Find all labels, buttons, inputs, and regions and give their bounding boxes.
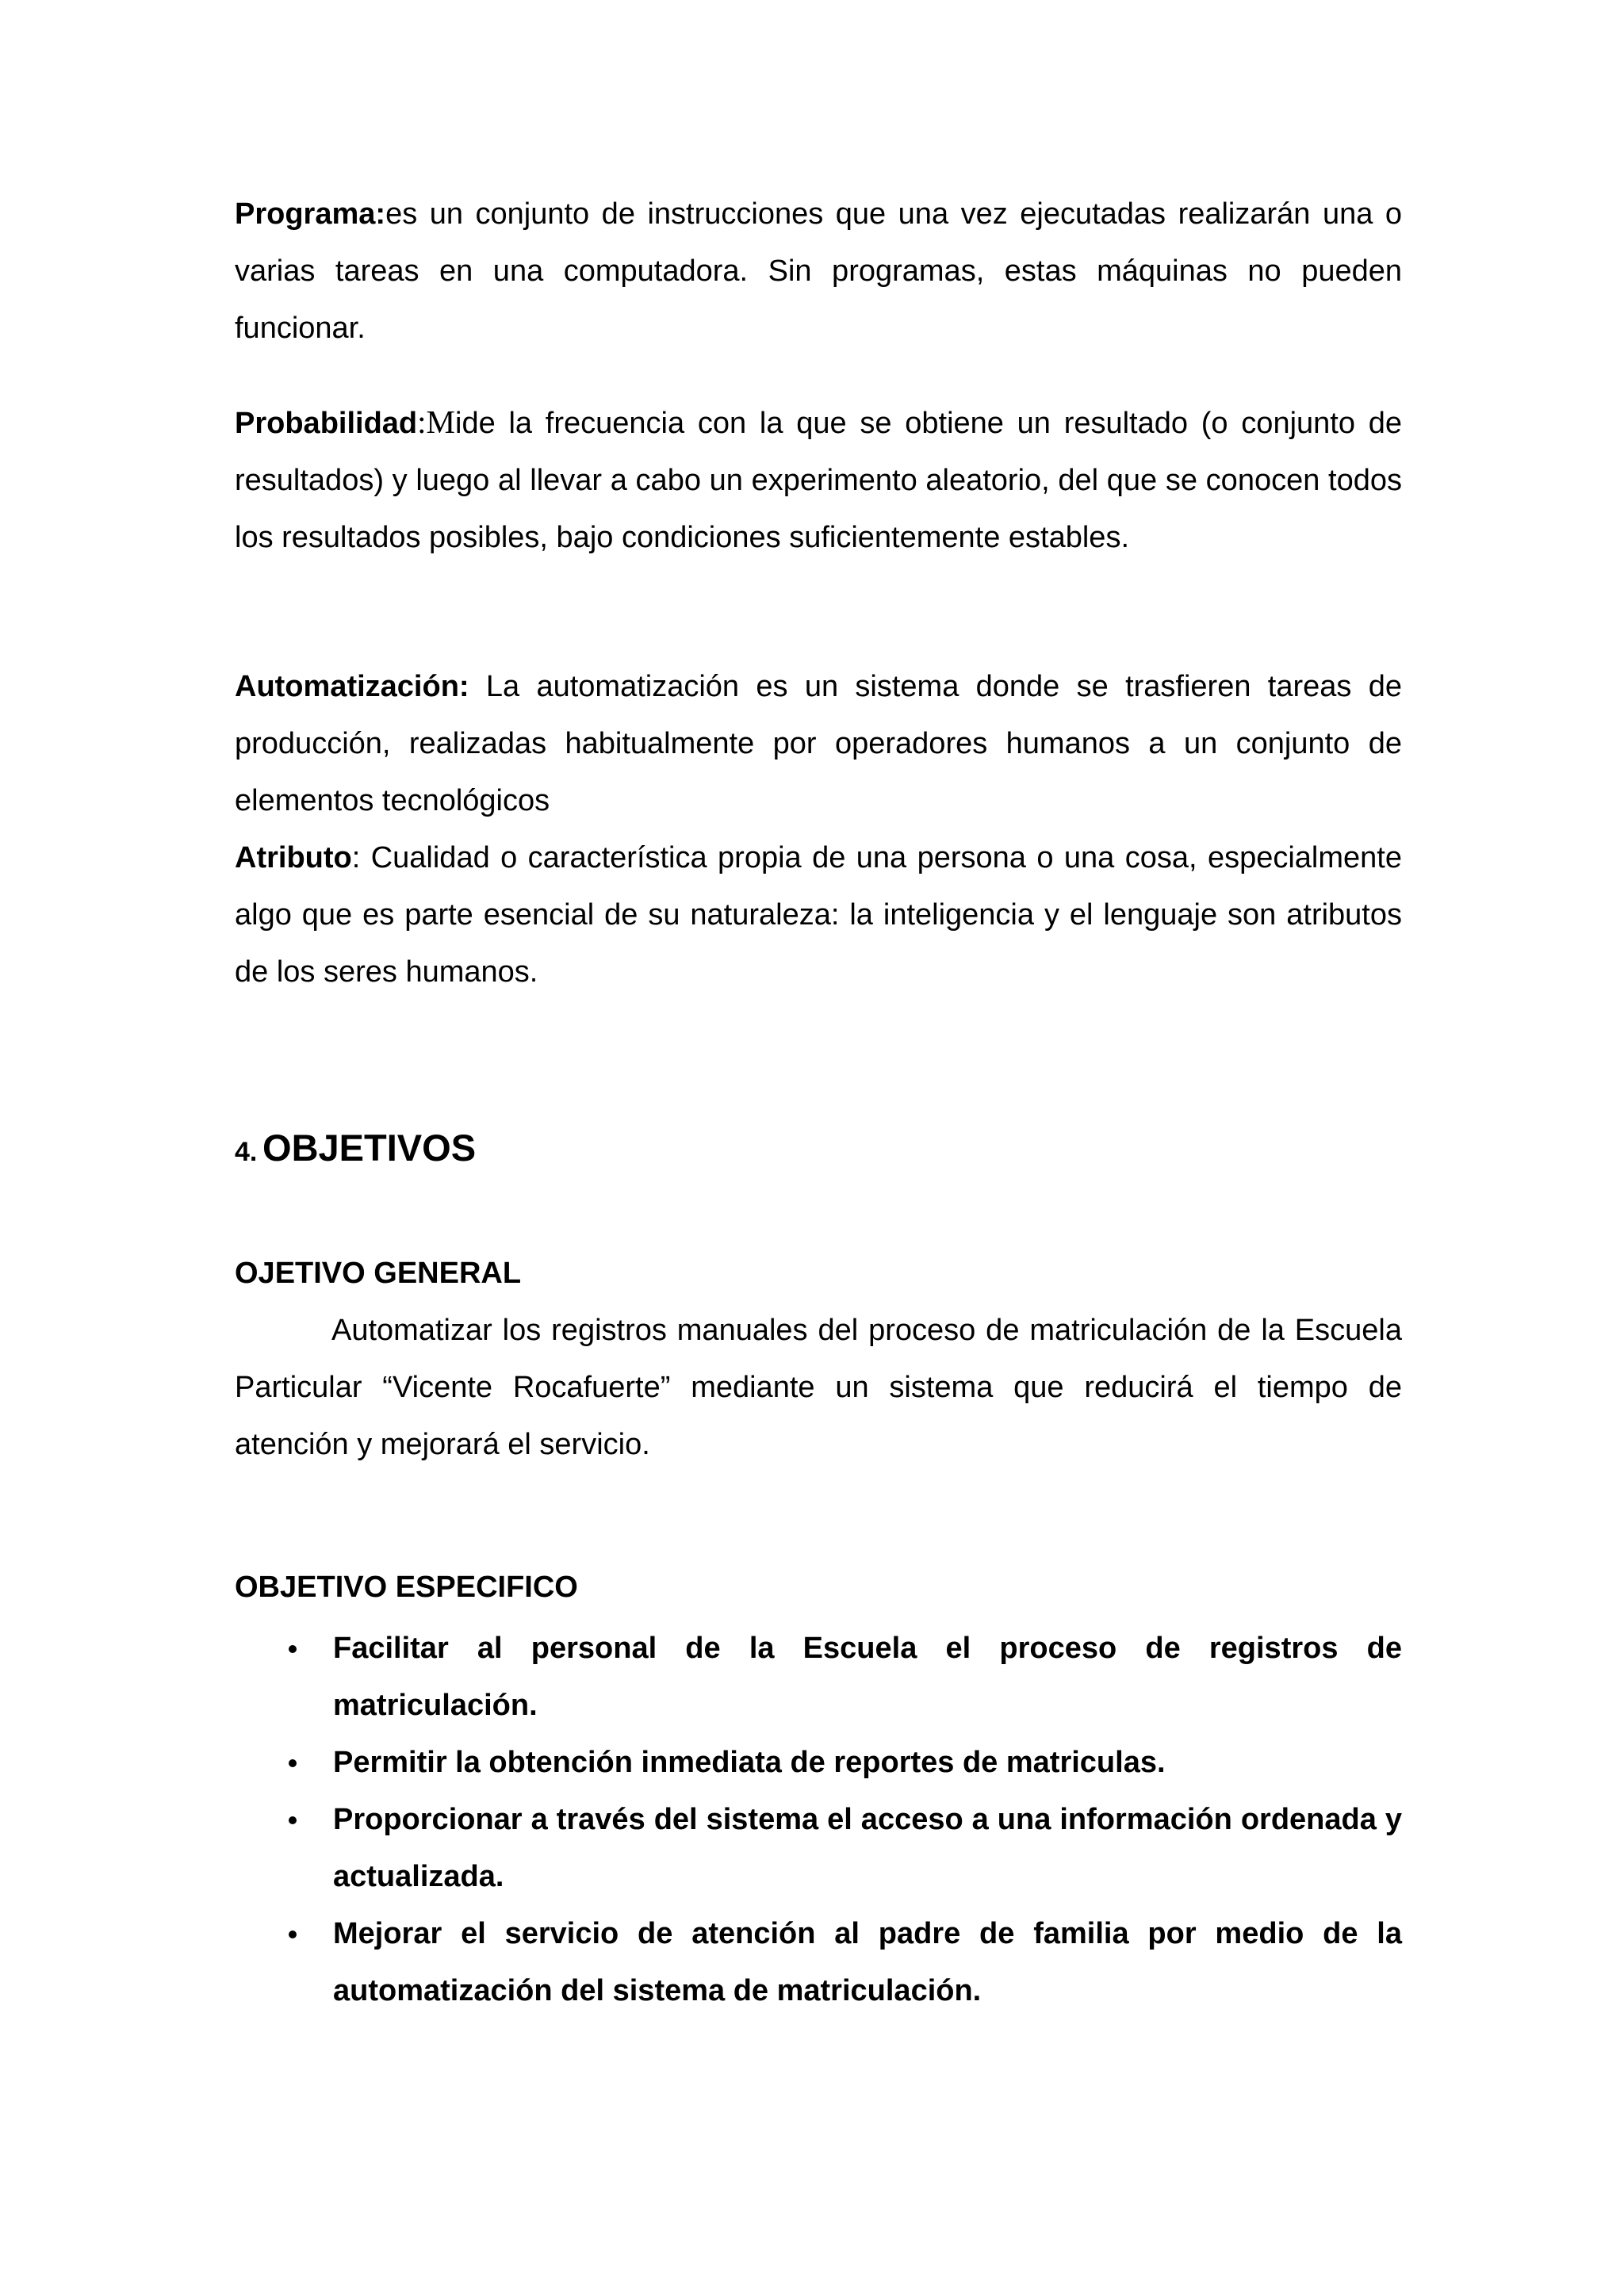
definition-separator: :M xyxy=(417,404,455,440)
section-title: OBJETIVOS xyxy=(262,1127,477,1169)
bullet-icon xyxy=(289,1816,297,1824)
definition-atributo xyxy=(235,829,1402,1001)
general-objective-text: Automatizar los registros manuales del proceso de matriculación de la Escuela Particular “Vicente Rocafuerte” mediante un sistema que reducirá el tiempo de atención y mejorará el servicio. xyxy=(235,1314,1402,1461)
specific-objective-heading: OBJETIVO ESPECIFICO xyxy=(235,1571,578,1604)
section-heading xyxy=(235,1119,476,1184)
list-item-text: Proporcionar a través del sistema el acceso a una información ordenada y actualizada. xyxy=(333,1803,1402,1893)
definition-term: Probabilidad xyxy=(235,407,418,440)
list-item xyxy=(235,1734,1402,1791)
specific-objective-list xyxy=(235,1620,1402,2019)
definition-text: es un conjunto de instrucciones que una vez ejecutadas realizarán una o varias tareas en una computadora. Sin programas, estas máquinas no pueden funcionar. xyxy=(235,197,1402,345)
general-objective-heading: OJETIVO GENERAL xyxy=(235,1257,522,1290)
definition-term: Programa: xyxy=(235,197,386,231)
definition-programa xyxy=(235,186,1402,357)
list-item-text: Mejorar el servicio de atención al padre de familia por medio de la automatización del sistema de matriculación. xyxy=(333,1917,1402,2007)
definition-term: Automatización: xyxy=(235,670,469,703)
list-item-text: Permitir la obtención inmediata de reportes de matriculas. xyxy=(333,1746,1166,1779)
bullet-icon xyxy=(289,1931,297,1938)
definition-probabilidad xyxy=(235,393,1402,566)
definition-term: Atributo xyxy=(235,841,352,874)
definition-text: ide la frecuencia con la que se obtiene un resultado (o conjunto de resultados) y luego al llevar a cabo un experimento aleatorio, del que se conocen todos los resultados posibles, bajo condiciones suficientemente estables. xyxy=(235,407,1402,554)
bullet-icon xyxy=(289,1759,297,1767)
list-item xyxy=(235,1791,1402,1905)
section-number: 4. xyxy=(235,1137,258,1167)
definition-automatizacion xyxy=(235,658,1402,829)
list-item-text: Facilitar al personal de la Escuela el proceso de registros de matriculación. xyxy=(333,1632,1402,1722)
list-item xyxy=(235,1620,1402,1734)
definition-text: La automatización es un sistema donde se trasfieren tareas de producción, realizadas habitualmente por operadores humanos a un conjunto de elementos tecnológicos xyxy=(235,670,1402,817)
definition-text: : Cualidad o característica propia de una persona o una cosa, especialmente algo que es parte esencial de su naturaleza: la inteligencia y el lenguaje son atributos de los seres humanos. xyxy=(235,841,1402,989)
bullet-icon xyxy=(289,1645,297,1653)
list-item xyxy=(235,1905,1402,2019)
